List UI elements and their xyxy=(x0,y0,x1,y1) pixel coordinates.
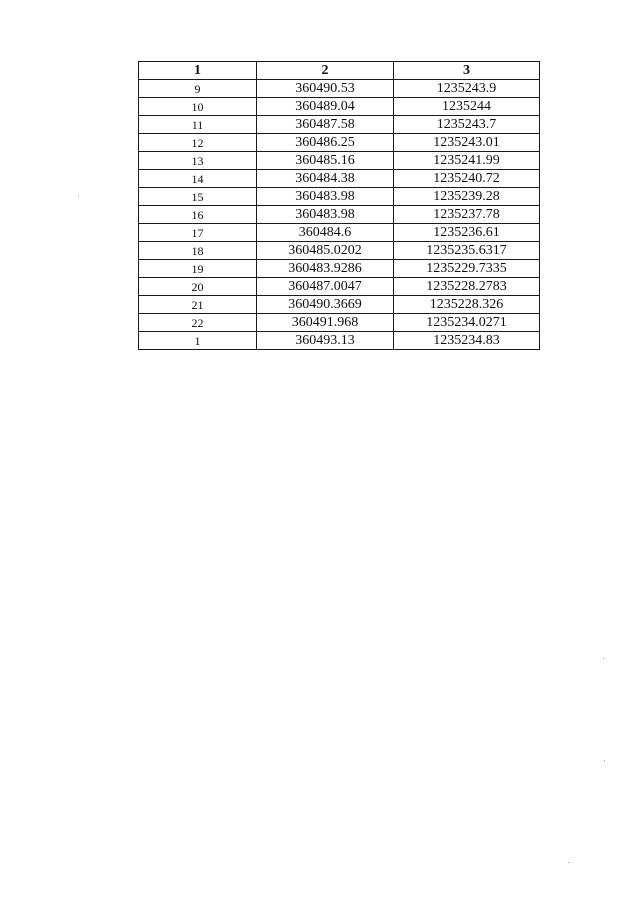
table-row xyxy=(139,296,540,314)
x-coordinate-cell: 360483.98 xyxy=(257,206,394,224)
x-coordinate-cell: 360491.968 xyxy=(257,314,394,332)
table-row xyxy=(139,170,540,188)
x-coordinate-cell: 360485.0202 xyxy=(257,242,394,260)
point-number-cell: 21 xyxy=(139,296,257,314)
table-row xyxy=(139,80,540,98)
table-row xyxy=(139,206,540,224)
y-coordinate-cell: 1235239.28 xyxy=(394,188,540,206)
table-header-row xyxy=(139,62,540,80)
y-coordinate-cell: 1235228.326 xyxy=(394,296,540,314)
x-coordinate-cell: 360483.98 xyxy=(257,188,394,206)
point-number-cell: 10 xyxy=(139,98,257,116)
x-coordinate-cell: 360487.0047 xyxy=(257,278,394,296)
x-coordinate-cell: 360487.58 xyxy=(257,116,394,134)
point-number-cell: 11 xyxy=(139,116,257,134)
table-row xyxy=(139,116,540,134)
y-coordinate-cell: 1235241.99 xyxy=(394,152,540,170)
x-coordinate-cell: 360484.38 xyxy=(257,170,394,188)
x-coordinate-cell: 360489.04 xyxy=(257,98,394,116)
x-coordinate-cell: 360493.13 xyxy=(257,332,394,350)
y-coordinate-cell: 1235240.72 xyxy=(394,170,540,188)
table-row xyxy=(139,152,540,170)
scan-speck xyxy=(568,862,569,863)
point-number-cell: 14 xyxy=(139,170,257,188)
point-number-cell: 19 xyxy=(139,260,257,278)
y-coordinate-cell: 1235228.2783 xyxy=(394,278,540,296)
table-row xyxy=(139,98,540,116)
x-coordinate-cell: 360490.53 xyxy=(257,80,394,98)
point-number-cell: 17 xyxy=(139,224,257,242)
x-coordinate-cell: 360485.16 xyxy=(257,152,394,170)
y-coordinate-cell: 1235243.9 xyxy=(394,80,540,98)
coordinates-table xyxy=(138,61,540,350)
table-row xyxy=(139,242,540,260)
point-number-cell: 12 xyxy=(139,134,257,152)
y-coordinate-cell: 1235236.61 xyxy=(394,224,540,242)
y-coordinate-cell: 1235237.78 xyxy=(394,206,540,224)
y-coordinate-cell: 1235243.01 xyxy=(394,134,540,152)
point-number-cell: 18 xyxy=(139,242,257,260)
x-coordinate-cell: 360486.25 xyxy=(257,134,394,152)
scan-speck xyxy=(78,196,79,197)
x-coordinate-cell: 360490.3669 xyxy=(257,296,394,314)
table-row xyxy=(139,134,540,152)
column-header-3: 3 xyxy=(394,62,540,80)
table-row xyxy=(139,332,540,350)
x-coordinate-cell: 360483.9286 xyxy=(257,260,394,278)
point-number-cell: 15 xyxy=(139,188,257,206)
point-number-cell: 9 xyxy=(139,80,257,98)
table-header xyxy=(139,62,540,80)
table-row xyxy=(139,314,540,332)
scan-speck xyxy=(604,760,605,761)
point-number-cell: 22 xyxy=(139,314,257,332)
y-coordinate-cell: 1235229.7335 xyxy=(394,260,540,278)
y-coordinate-cell: 1235244 xyxy=(394,98,540,116)
scan-speck xyxy=(603,658,604,659)
column-header-1: 1 xyxy=(139,62,257,80)
table-row xyxy=(139,278,540,296)
x-coordinate-cell: 360484.6 xyxy=(257,224,394,242)
point-number-cell: 20 xyxy=(139,278,257,296)
y-coordinate-cell: 1235235.6317 xyxy=(394,242,540,260)
column-header-2: 2 xyxy=(257,62,394,80)
point-number-cell: 1 xyxy=(139,332,257,350)
y-coordinate-cell: 1235243.7 xyxy=(394,116,540,134)
table-body xyxy=(139,80,540,350)
table-row xyxy=(139,224,540,242)
table-row xyxy=(139,188,540,206)
point-number-cell: 13 xyxy=(139,152,257,170)
table-row xyxy=(139,260,540,278)
y-coordinate-cell: 1235234.0271 xyxy=(394,314,540,332)
y-coordinate-cell: 1235234.83 xyxy=(394,332,540,350)
point-number-cell: 16 xyxy=(139,206,257,224)
